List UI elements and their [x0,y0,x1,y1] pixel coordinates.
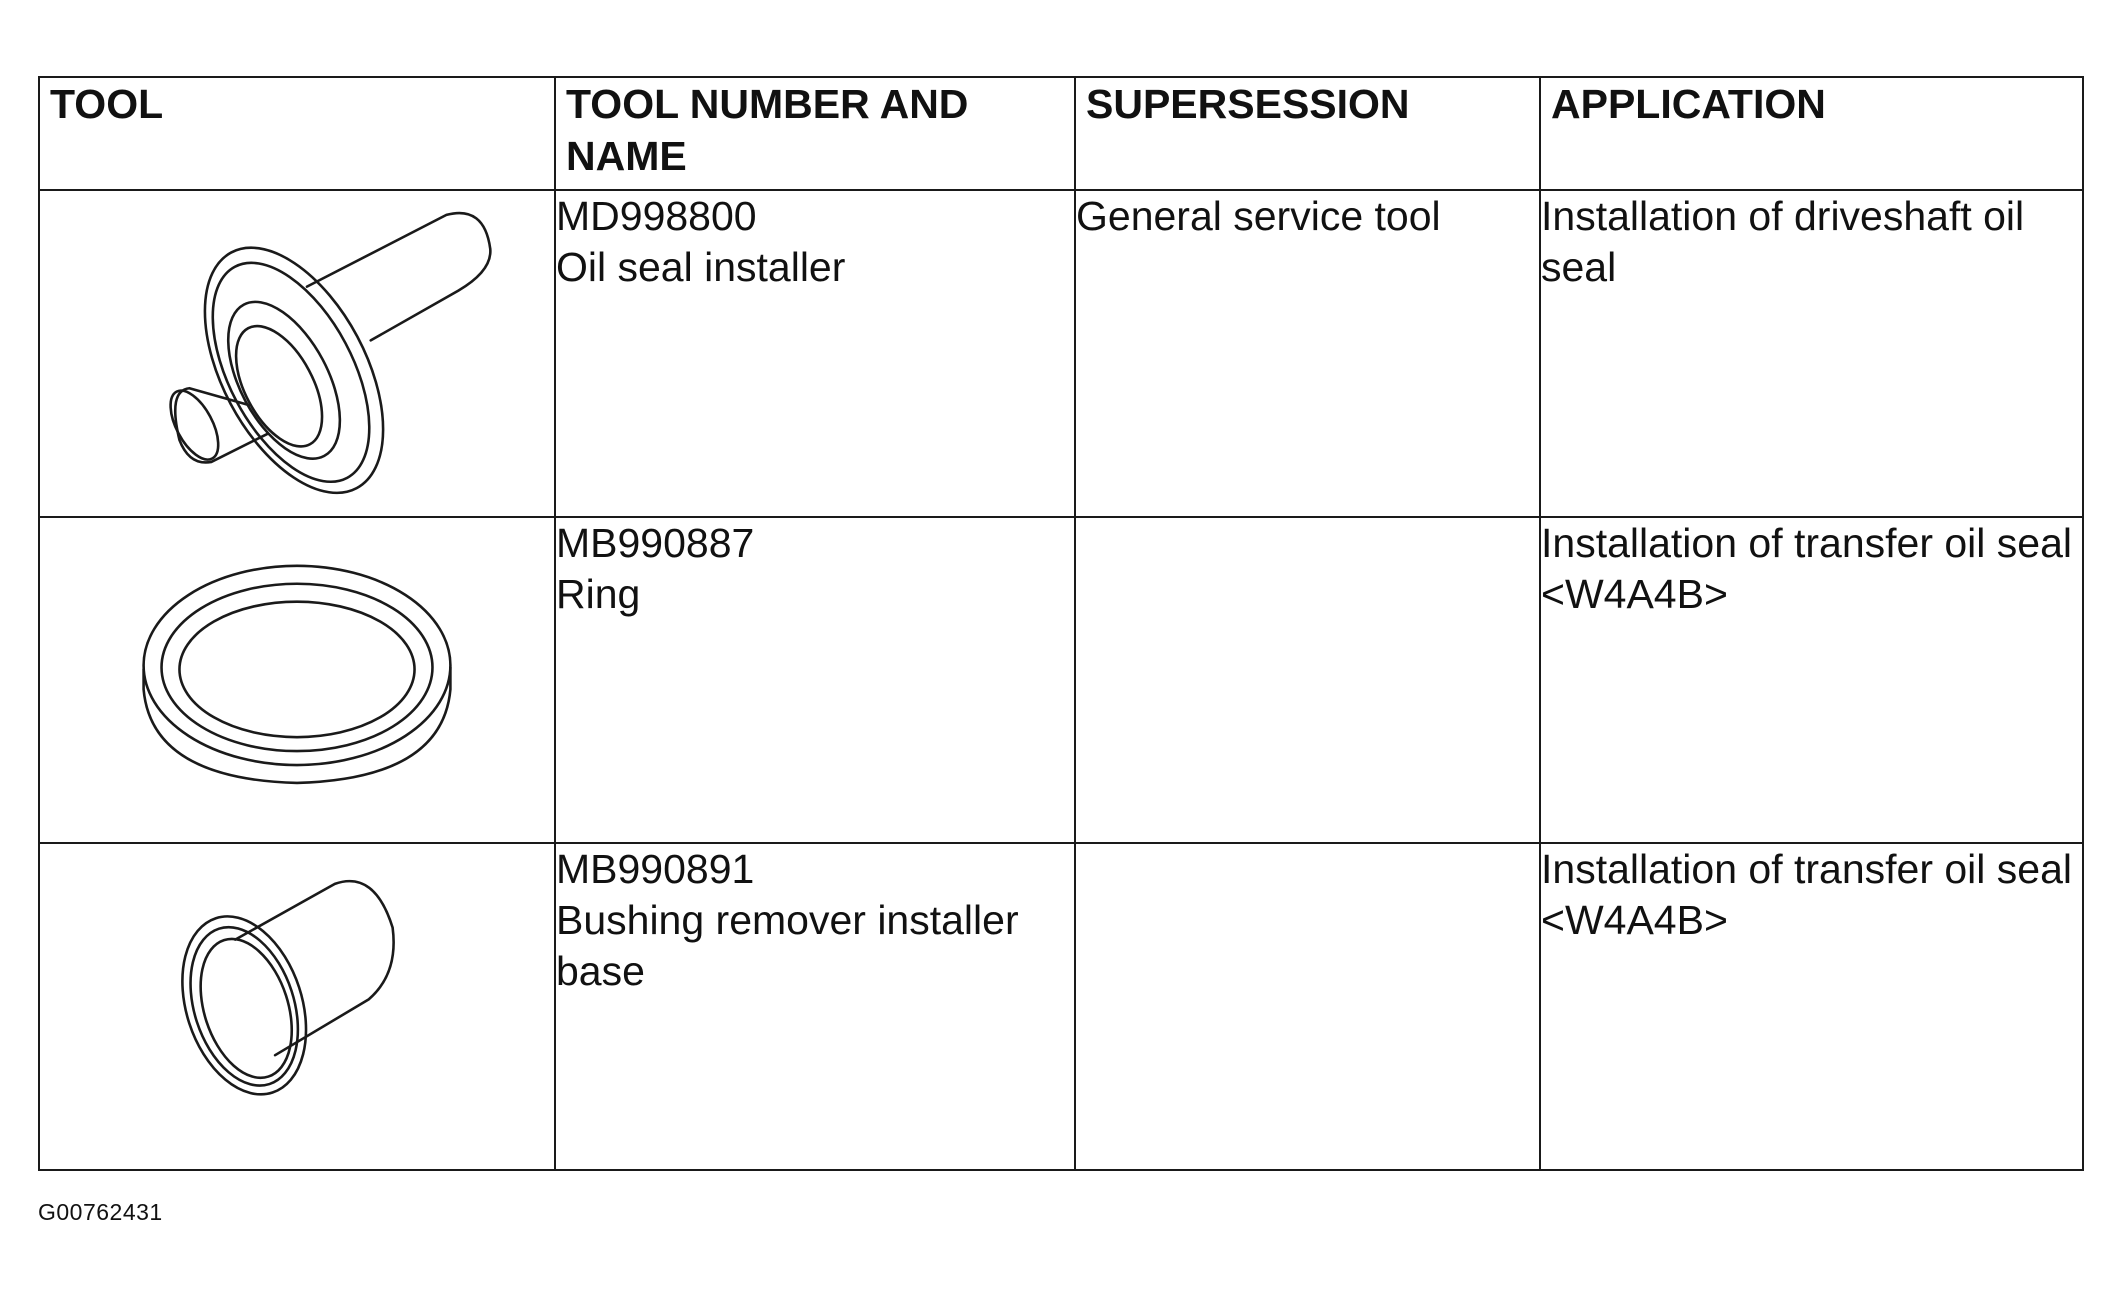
tool-name: Bushing remover installer base [556,897,1019,995]
table-row [39,190,2083,517]
supersession-cell [1075,190,1540,517]
application-text: Installation of transfer oil seal <W4A4B> [1541,519,2072,617]
tool-image-cell [39,843,555,1170]
application-text: Installation of transfer oil seal <W4A4B> [1541,846,2072,944]
tool-number-name-cell [555,843,1075,1170]
special-tools-table [38,76,2084,1171]
table-row [39,843,2083,1170]
bushing-base-icon [40,844,554,1169]
tool-name: Ring [556,570,641,617]
header-tool: TOOL [39,77,555,190]
header-supersession: SUPERSESSION [1075,77,1540,190]
supersession-cell [1075,517,1540,844]
tool-number-name-cell [555,517,1075,844]
tool-image-cell [39,190,555,517]
application-cell [1540,843,2083,1170]
header-row [39,77,2083,190]
application-cell [1540,517,2083,844]
tool-number: MD998800 [556,193,757,239]
tool-number-name-cell [555,190,1075,517]
tool-number: MB990891 [556,846,755,893]
supersession-cell [1075,843,1540,1170]
ring-icon [40,518,554,843]
application-cell [1540,190,2083,517]
figure-id: G00762431 [38,1199,163,1225]
supersession-text: General service tool [1076,193,1441,239]
oil-seal-installer-icon [40,191,554,516]
application-text: Installation of driveshaft oil seal [1541,193,2025,290]
tool-image-cell [39,517,555,844]
tool-name: Oil seal installer [556,244,846,290]
header-application: APPLICATION [1540,77,2083,190]
tool-number: MB990887 [556,519,755,566]
table-row [39,517,2083,844]
header-tool-number-and-name: TOOL NUMBER AND NAME [555,77,1075,190]
